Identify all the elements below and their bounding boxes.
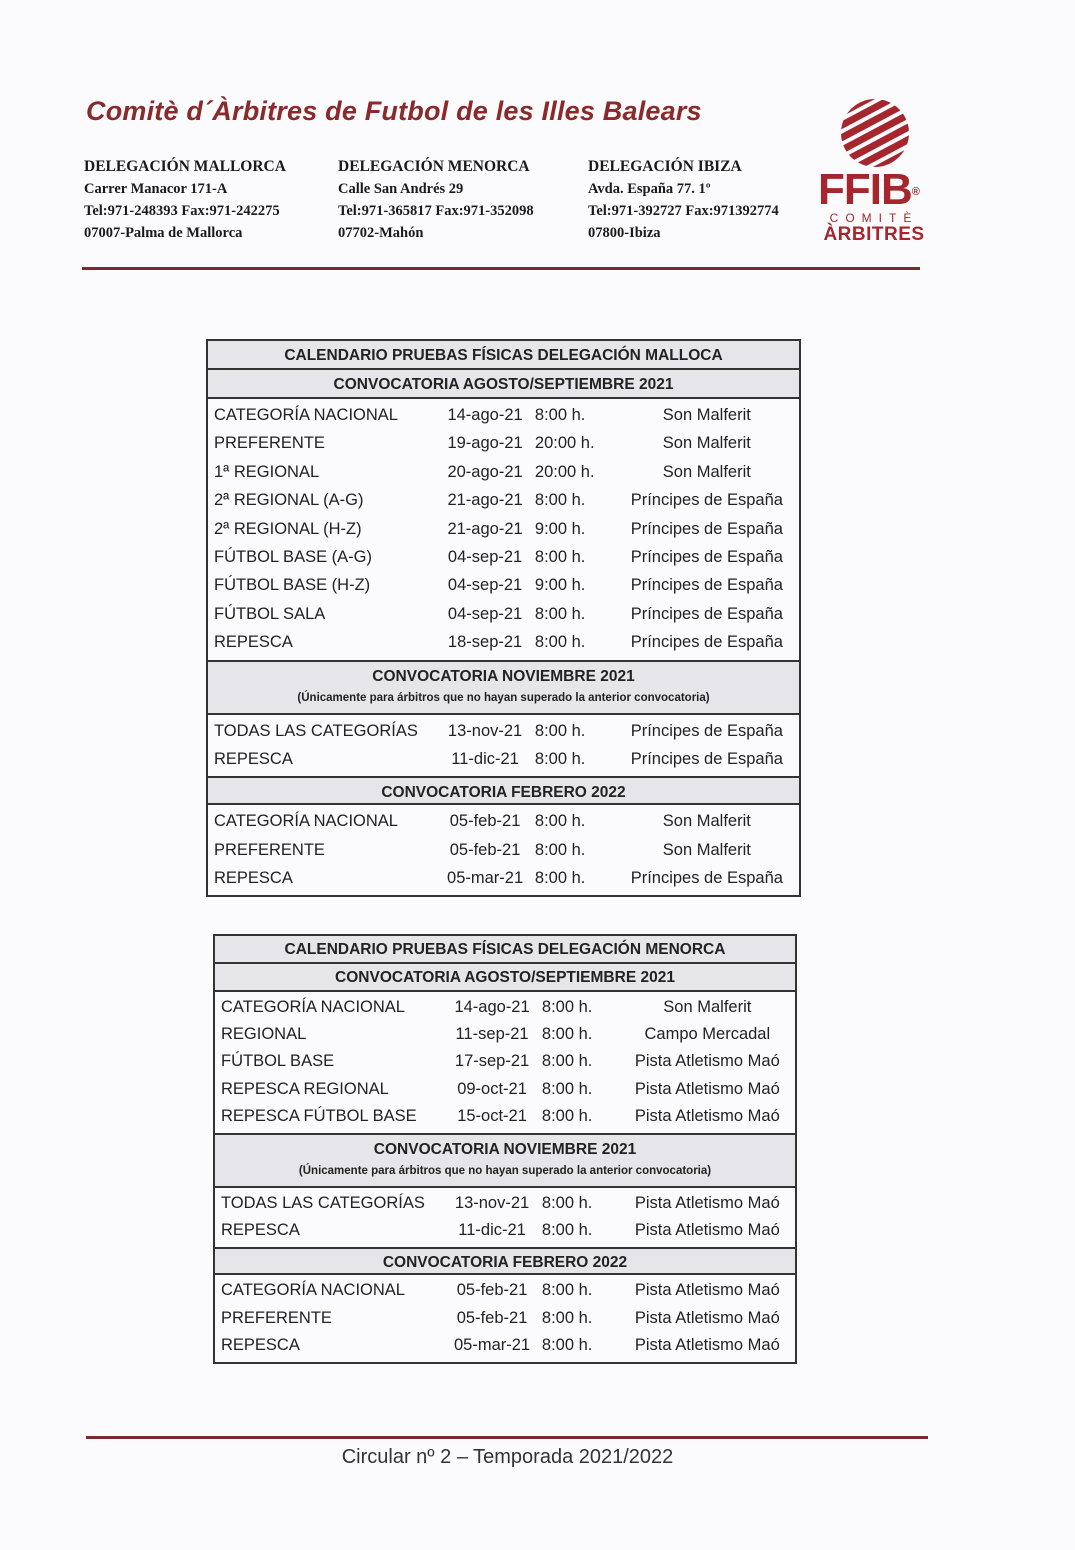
menorca-calendar-table <box>213 934 797 1364</box>
delegation-ibiza <box>588 156 779 244</box>
time-cell: 8:00 h. <box>534 633 586 652</box>
place-cell: Pista Atletismo Maó <box>634 1308 780 1327</box>
category-cell: 1ª REGIONAL <box>214 462 320 481</box>
table-row <box>215 1021 795 1048</box>
delegation-name: DELEGACIÓN IBIZA <box>588 158 742 175</box>
section-heading <box>215 1133 795 1188</box>
time-cell: 8:00 h. <box>534 840 586 859</box>
place-cell: Príncipes de España <box>630 547 783 566</box>
time-cell: 8:00 h. <box>534 749 586 768</box>
category-cell: CATEGORÍA NACIONAL <box>214 812 398 831</box>
table-row <box>208 515 799 543</box>
delegation-address: Avda. España 77. 1º <box>588 181 711 197</box>
date-cell: 11-sep-21 <box>455 1025 529 1044</box>
date-cell: 04-sep-21 <box>447 576 523 595</box>
delegation-address: Calle San Andrés 29 <box>338 181 464 197</box>
place-cell: Pista Atletismo Maó <box>634 1335 780 1354</box>
delegation-city: 07800-Ibiza <box>588 225 661 241</box>
place-cell: Príncipes de España <box>630 491 783 510</box>
time-cell: 8:00 h. <box>541 1308 593 1327</box>
time-cell: 9:00 h. <box>534 519 586 538</box>
place-cell: Pista Atletismo Maó <box>634 1079 780 1098</box>
section-heading-label: CONVOCATORIA NOVIEMBRE 2021 <box>373 1140 637 1158</box>
table-title: CALENDARIO PRUEBAS FÍSICAS DELEGACIÓN MALLOCA <box>208 341 799 370</box>
category-cell: FÚTBOL BASE (H-Z) <box>214 576 371 595</box>
date-cell: 20-ago-21 <box>447 462 523 481</box>
table-row <box>208 628 799 656</box>
ffib-logo <box>812 98 928 248</box>
section-note: (Únicamente para árbitros que no hayan superado la anterior convocatoria) <box>298 1164 712 1177</box>
date-cell: 05-feb-21 <box>449 812 521 831</box>
table-row <box>215 1332 795 1359</box>
time-cell: 8:00 h. <box>541 1281 593 1300</box>
section-heading <box>208 370 799 399</box>
date-cell: 05-mar-21 <box>447 869 524 888</box>
time-cell: 8:00 h. <box>541 1193 593 1212</box>
table-row <box>215 994 795 1021</box>
date-cell: 05-feb-21 <box>456 1281 528 1300</box>
logo-ffib-text: FFIB® <box>818 165 919 214</box>
time-cell: 8:00 h. <box>534 547 586 566</box>
time-cell: 8:00 h. <box>534 721 586 740</box>
place-cell: Príncipes de España <box>630 576 783 595</box>
time-cell: 8:00 h. <box>541 1052 593 1071</box>
time-cell: 8:00 h. <box>541 1335 593 1354</box>
place-cell: Pista Atletismo Maó <box>634 1193 780 1212</box>
section-heading-label: CONVOCATORIA FEBRERO 2022 <box>381 784 626 802</box>
time-cell: 8:00 h. <box>541 1106 593 1125</box>
table-row <box>208 486 799 514</box>
date-cell: 17-sep-21 <box>454 1052 530 1071</box>
table-row <box>208 401 799 429</box>
section-heading-label: CONVOCATORIA AGOSTO/SEPTIEMBRE 2021 <box>333 376 674 393</box>
logo-arbitres-text: ÀRBITRES <box>823 224 925 245</box>
table-row <box>208 600 799 628</box>
time-cell: 8:00 h. <box>541 1025 593 1044</box>
date-cell: 15-oct-21 <box>457 1106 527 1125</box>
table-row <box>208 717 799 745</box>
category-cell: CATEGORÍA NACIONAL <box>214 406 398 424</box>
date-cell: 11-dic-21 <box>458 1221 526 1240</box>
section-rows <box>208 399 799 660</box>
place-cell: Pista Atletismo Maó <box>634 1106 780 1125</box>
table-row <box>208 807 799 835</box>
category-cell: REPESCA <box>214 869 293 888</box>
table-row <box>208 543 799 571</box>
date-cell: 19-ago-21 <box>447 434 523 453</box>
table-row <box>208 458 799 486</box>
section-heading-label: CONVOCATORIA FEBRERO 2022 <box>382 1254 628 1272</box>
category-cell: FÚTBOL BASE <box>221 1052 335 1071</box>
date-cell: 14-ago-21 <box>447 406 523 424</box>
place-cell: Príncipes de España <box>630 869 783 888</box>
delegation-menorca <box>338 156 534 244</box>
category-cell: FÚTBOL SALA <box>214 604 326 623</box>
time-cell: 8:00 h. <box>541 1079 593 1098</box>
date-cell: 21-ago-21 <box>447 519 523 538</box>
place-cell: Son Malferit <box>662 462 751 481</box>
date-cell: 05-feb-21 <box>456 1308 528 1327</box>
delegation-phone: Tel:971-392727 Fax:971392774 <box>588 203 779 219</box>
section-heading-label: CONVOCATORIA AGOSTO/SEPTIEMBRE 2021 <box>335 969 675 986</box>
time-cell: 20:00 h. <box>534 434 595 453</box>
date-cell: 04-sep-21 <box>447 547 523 566</box>
place-cell: Príncipes de España <box>630 749 783 768</box>
table-row <box>208 571 799 599</box>
category-cell: 2ª REGIONAL (H-Z) <box>214 519 362 538</box>
delegation-phone: Tel:971-365817 Fax:971-352098 <box>338 203 534 219</box>
date-cell: 21-ago-21 <box>447 491 523 510</box>
delegation-name: DELEGACIÓN MENORCA <box>338 158 530 175</box>
section-heading <box>208 776 799 805</box>
section-heading-label: CONVOCATORIA NOVIEMBRE 2021 <box>372 667 635 685</box>
time-cell: 8:00 h. <box>534 406 586 424</box>
place-cell: Pista Atletismo Maó <box>634 1052 780 1071</box>
category-cell: CATEGORÍA NACIONAL <box>221 998 405 1016</box>
place-cell: Príncipes de España <box>630 604 783 623</box>
delegation-phone: Tel:971-248393 Fax:971-242275 <box>84 203 280 219</box>
category-cell: TODAS LAS CATEGORÍAS <box>214 721 418 740</box>
place-cell: Son Malferit <box>662 840 751 859</box>
category-cell: PREFERENTE <box>214 840 325 859</box>
table-row <box>215 1076 795 1103</box>
section-rows <box>215 992 795 1133</box>
place-cell: Campo Mercadal <box>644 1025 771 1044</box>
time-cell: 8:00 h. <box>534 869 586 888</box>
letterhead-title: Comitè d´Àrbitres de Futbol de les Illes Balears <box>86 96 702 126</box>
category-cell: REPESCA <box>214 633 293 652</box>
time-cell: 8:00 h. <box>534 491 586 510</box>
category-cell: REPESCA FÚTBOL BASE <box>221 1106 417 1125</box>
place-cell: Son Malferit <box>662 434 751 453</box>
date-cell: 18-sep-21 <box>447 633 523 652</box>
table-row <box>215 1103 795 1130</box>
place-cell: Son Malferit <box>662 406 751 424</box>
table-row <box>208 745 799 773</box>
mallorca-calendar-table <box>206 339 801 897</box>
time-cell: 20:00 h. <box>534 462 595 481</box>
category-cell: REPESCA <box>214 749 293 768</box>
date-cell: 13-nov-21 <box>447 721 523 740</box>
table-title: CALENDARIO PRUEBAS FÍSICAS DELEGACIÓN MENORCA <box>215 936 795 964</box>
table-row <box>208 836 799 864</box>
category-cell: TODAS LAS CATEGORÍAS <box>221 1193 425 1212</box>
delegation-city: 07702-Mahón <box>338 225 424 241</box>
date-cell: 09-oct-21 <box>457 1079 527 1098</box>
category-cell: REPESCA <box>221 1221 300 1240</box>
date-cell: 04-sep-21 <box>447 604 523 623</box>
section-heading <box>215 1247 795 1275</box>
section-rows <box>215 1275 795 1362</box>
time-cell: 8:00 h. <box>534 812 586 831</box>
footer-circular: Circular nº 2 – Temporada 2021/2022 <box>341 1446 674 1468</box>
section-rows <box>215 1188 795 1247</box>
table-row <box>215 1190 795 1217</box>
section-rows <box>208 805 799 895</box>
striped-ball-icon <box>840 98 910 168</box>
place-cell: Son Malferit <box>662 812 751 831</box>
table-row <box>215 1048 795 1075</box>
category-cell: PREFERENTE <box>221 1308 332 1327</box>
category-cell: CATEGORÍA NACIONAL <box>221 1281 405 1300</box>
category-cell: REPESCA REGIONAL <box>221 1079 389 1098</box>
place-cell: Pista Atletismo Maó <box>634 1221 780 1240</box>
delegation-mallorca <box>84 156 286 244</box>
table-row <box>215 1217 795 1244</box>
section-rows <box>208 715 799 777</box>
time-cell: 8:00 h. <box>541 998 593 1016</box>
logo-comite-text: COMITÈ <box>829 211 919 225</box>
category-cell: 2ª REGIONAL (A-G) <box>214 491 364 510</box>
header-divider <box>82 267 920 270</box>
section-heading <box>215 964 795 992</box>
table-row <box>208 864 799 892</box>
category-cell: PREFERENTE <box>214 434 325 453</box>
table-row <box>215 1305 795 1332</box>
date-cell: 13-nov-21 <box>454 1193 530 1212</box>
footer-divider <box>86 1436 928 1439</box>
delegation-city: 07007-Palma de Mallorca <box>84 225 243 241</box>
category-cell: REPESCA <box>221 1335 300 1354</box>
date-cell: 05-mar-21 <box>454 1335 531 1354</box>
time-cell: 8:00 h. <box>541 1221 593 1240</box>
category-cell: FÚTBOL BASE (A-G) <box>214 547 372 566</box>
table-row <box>215 1277 795 1304</box>
time-cell: 9:00 h. <box>534 576 586 595</box>
time-cell: 8:00 h. <box>534 604 586 623</box>
place-cell: Príncipes de España <box>630 519 783 538</box>
delegation-address: Carrer Manacor 171-A <box>84 181 228 197</box>
section-heading <box>208 660 799 715</box>
date-cell: 14-ago-21 <box>454 998 530 1016</box>
place-cell: Príncipes de España <box>630 721 783 740</box>
table-row <box>208 429 799 457</box>
section-note: (Únicamente para árbitros que no hayan superado la anterior convocatoria) <box>297 691 710 704</box>
date-cell: 05-feb-21 <box>449 840 521 859</box>
place-cell: Pista Atletismo Maó <box>634 1281 780 1300</box>
delegation-name: DELEGACIÓN MALLORCA <box>84 158 286 175</box>
place-cell: Príncipes de España <box>630 633 783 652</box>
place-cell: Son Malferit <box>663 998 752 1016</box>
date-cell: 11-dic-21 <box>451 749 519 768</box>
category-cell: REGIONAL <box>221 1025 307 1044</box>
